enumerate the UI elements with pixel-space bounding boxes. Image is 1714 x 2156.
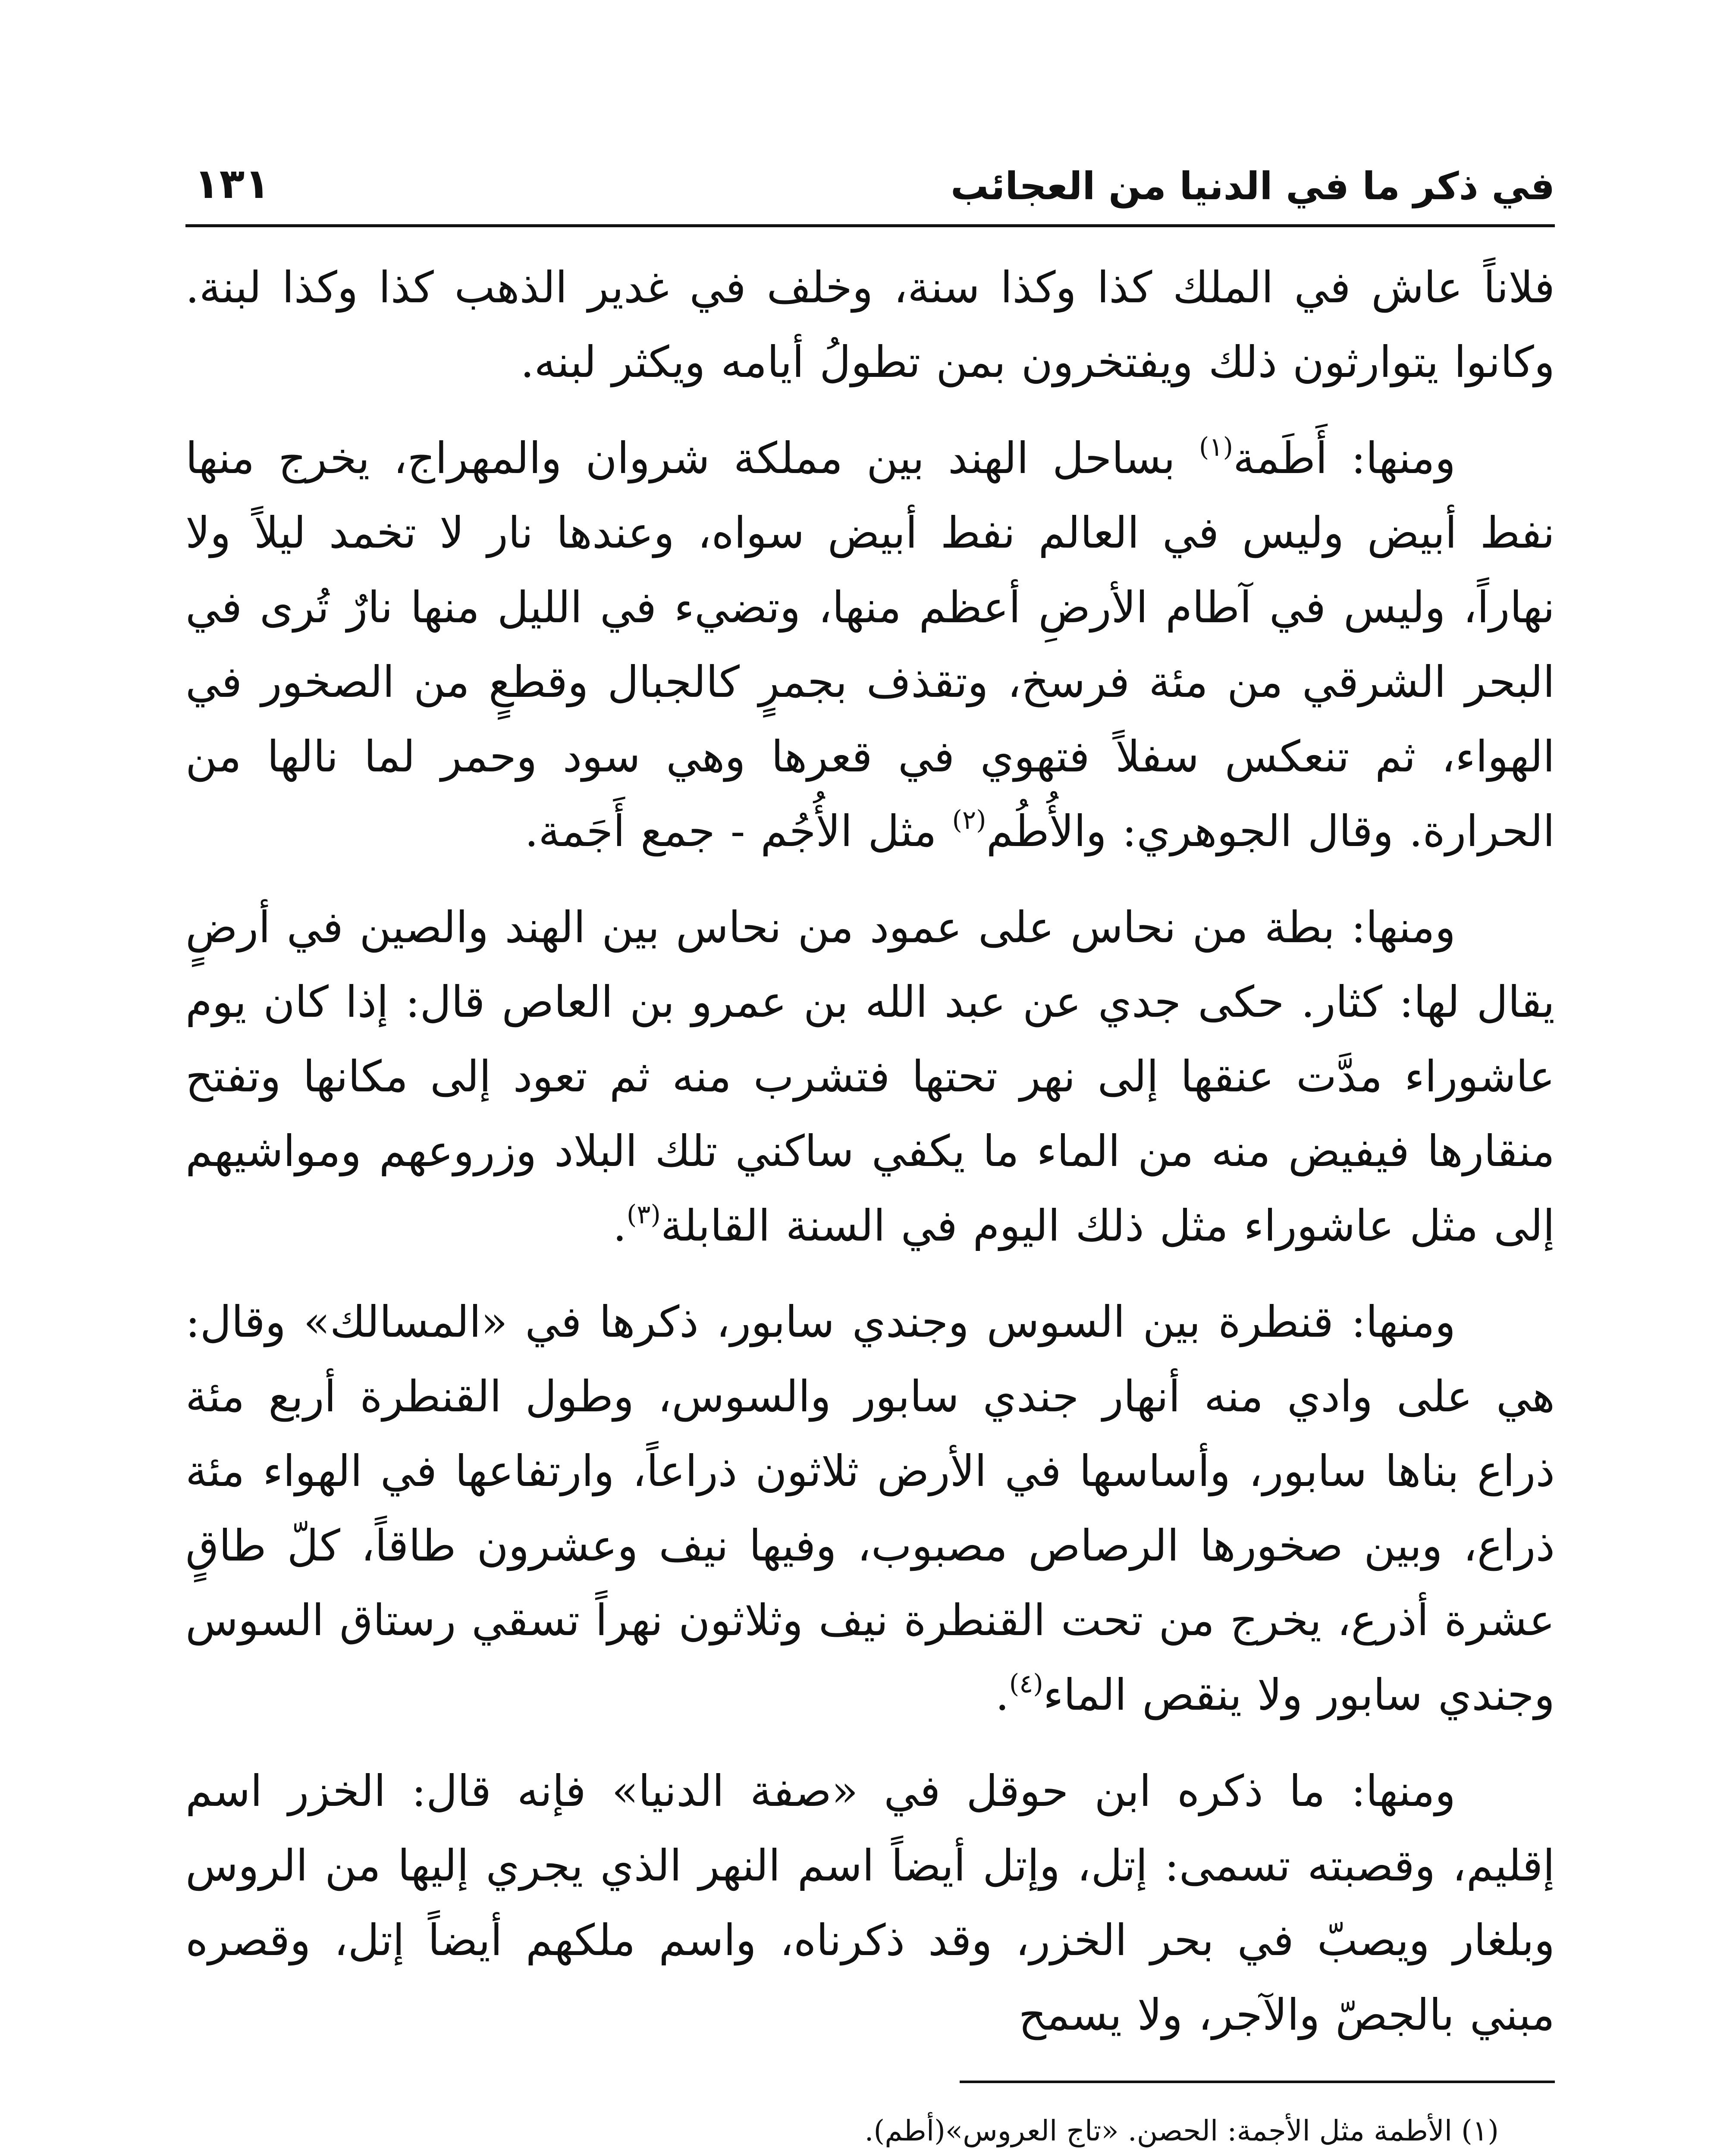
paragraph	[185, 1285, 1555, 1732]
footnote-reference: (٣)	[626, 1200, 661, 1230]
footnote-separator	[960, 2081, 1555, 2083]
paragraph	[185, 421, 1555, 868]
paragraph-text: ومنها: بطة من نحاس على عمود من نحاس بين الهند والصين في أرضٍ يقال لها: كثار. حكى جدي عن عبد الله بن عمرو بن العاص قال: إذا كان يوم عاشوراء مدَّت عنقها إلى نهر تحتها فتشرب منه ثم تعود إلى مكانها وتفتح منقارها فيفيض منه من الماء ما يكفي ساكني تلك البلاد وزروعهم ومواشيهم إلى مثل عاشوراء مثل ذلك اليوم في السنة القابلة	[185, 902, 1555, 1251]
page-number: ١٣١	[194, 160, 270, 208]
paragraph-text: مثل الأُجُم - جمع أَجَمة.	[524, 806, 952, 856]
footnotes	[185, 2104, 1555, 2156]
paragraph-text: ومنها: أَطَمة	[1233, 433, 1456, 483]
footnote: (١) الأطمة مثل الأجمة: الحصن. «تاج العروس»(أطم).	[864, 2114, 1499, 2147]
footnote-reference: (٢)	[952, 805, 986, 835]
paragraph-text: .	[995, 1670, 1009, 1720]
paragraph-text: .	[613, 1200, 627, 1251]
paragraph-text: ومنها: ما ذكره ابن حوقل في «صفة الدنيا» فإنه قال: الخزر اسم إقليم، وقصبته تسمى: إتل، وإتل أيضاً اسم النهر الذي يجري إليها من الروس وبلغار ويصبّ في بحر الخزر، وقد ذكرناه، واسم ملكهم أيضاً إتل، وقصره مبني بالجصّ والآجر، ولا يسمح	[185, 1766, 1555, 2040]
footnote-reference: (٤)	[1009, 1669, 1043, 1699]
paragraph-text: ومنها: قنطرة بين السوس وجندي سابور، ذكرها في «المسالك» وقال: هي على وادي منه أنهار جندي سابور والسوس، وطول القنطرة أربع مئة ذراع بناها سابور، وأساسها في الأرض ثلاثون ذراعاً، وارتفاعها في الهواء مئة ذراع، وبين صخورها الرصاص مصبوب، وفيها نيف وعشرون طاقاً، كلّ طاقٍ عشرة أذرع، يخرج من تحت القنطرة نيف وثلاثون نهراً تسقي رستاق السوس وجندي سابور ولا ينقص الماء	[185, 1297, 1555, 1720]
paragraph	[185, 1754, 1555, 2052]
footnote-reference: (١)	[1199, 432, 1233, 462]
chapter-title: في ذكر ما في الدنيا من العجائب	[951, 164, 1555, 208]
main-text	[185, 250, 1555, 2052]
paragraph	[185, 250, 1555, 399]
paragraph-text: بساحل الهند بين مملكة شروان والمهراج، يخرج منها نفط أبيض وليس في العالم نفط أبيض سواه، وعندها نار لا تخمد ليلاً ولا نهاراً، وليس في آطام الأرضِ أعظم منها، وتضيء في الليل منها نارٌ تُرى في البحر الشرقي من مئة فرسخ، وتقذف بجمرٍ كالجبال وقطعٍ من الصخور في الهواء، ثم تنعكس سفلاً فتهوي في قعرها وهي سود وحمر لما نالها من الحرارة. وقال الجوهري: والأُطُم	[185, 433, 1555, 856]
running-header	[185, 160, 1555, 227]
paragraph	[185, 890, 1555, 1263]
paragraph-text: فلاناً عاش في الملك كذا وكذا سنة، وخلف في غدير الذهب كذا وكذا لبنة. وكانوا يتوارثون ذلك ويفتخرون بمن تطولُ أيامه ويكثر لبنه.	[185, 262, 1555, 387]
